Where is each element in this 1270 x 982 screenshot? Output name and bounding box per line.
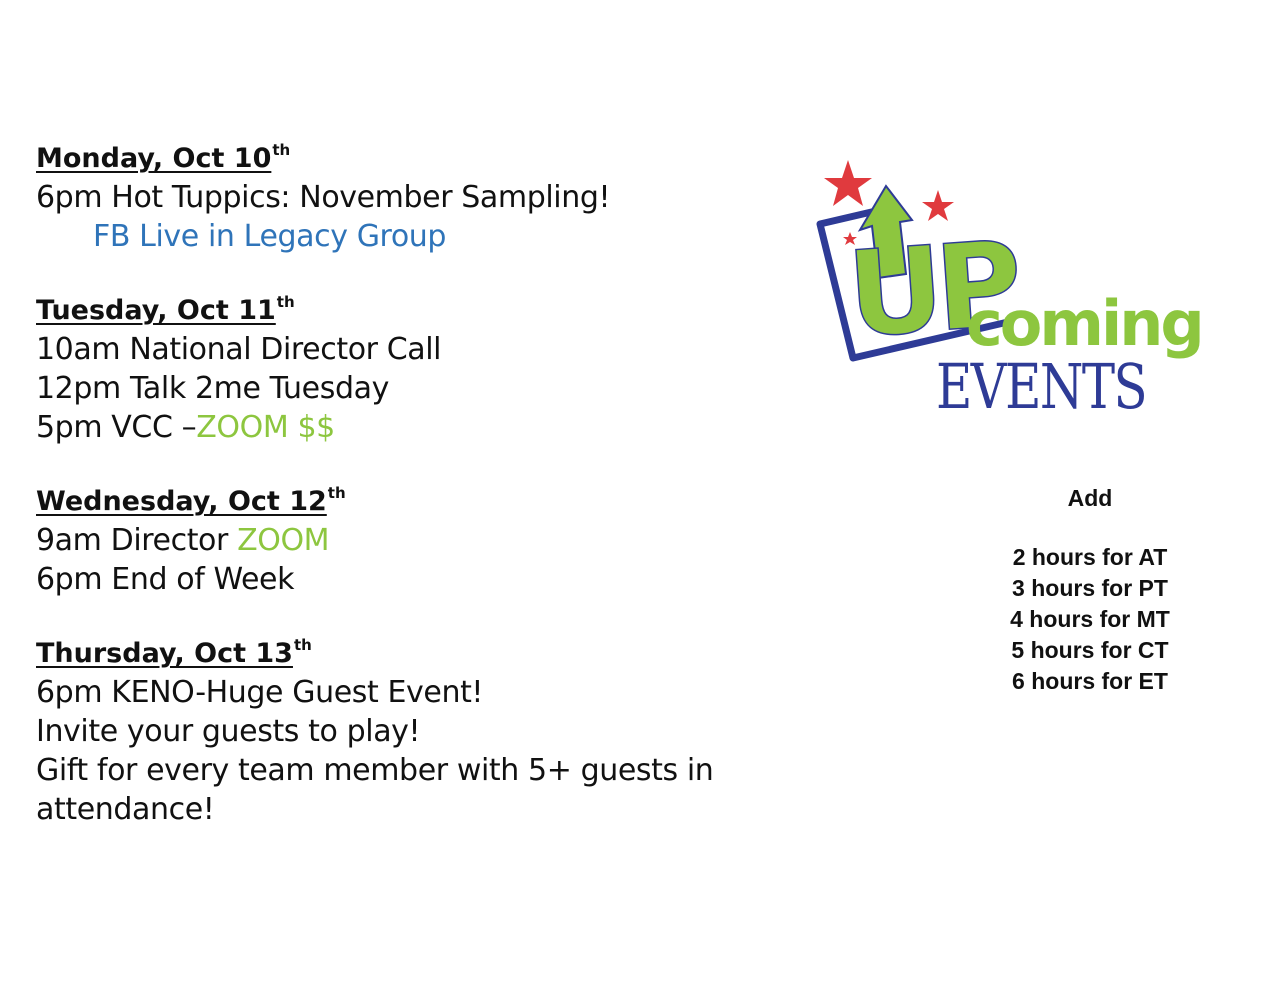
- timezone-row: 4 hours for MT: [1010, 606, 1170, 632]
- event-line-text: 9am Director: [36, 523, 238, 558]
- event-line: 10am National Director Call: [36, 332, 442, 367]
- event-line: 6pm End of Week: [36, 562, 295, 597]
- event-line: Invite your guests to play!: [36, 714, 421, 749]
- star-icon: [922, 190, 954, 221]
- timezone-row: 3 hours for PT: [1012, 575, 1168, 601]
- event-line: Gift for every team member with 5+ guests in attendance!: [36, 753, 714, 827]
- timezone-row: 6 hours for ET: [1012, 668, 1168, 694]
- zoom-link[interactable]: ZOOM: [237, 523, 330, 558]
- day-heading-text: Monday, Oct 10: [36, 143, 272, 174]
- ordinal-suffix: th: [276, 293, 295, 311]
- zoom-link[interactable]: ZOOM $$: [196, 410, 335, 445]
- upcoming-events-logo: [808, 150, 1218, 420]
- timezone-note: [990, 480, 1190, 697]
- ordinal-suffix: th: [327, 484, 346, 502]
- ordinal-suffix: th: [272, 141, 291, 159]
- timezone-row: 2 hours for AT: [1012, 544, 1168, 570]
- logo-word-events: EVENTS: [936, 350, 1146, 420]
- timezone-row: 5 hours for CT: [1011, 637, 1169, 663]
- timezone-title: Add: [1067, 485, 1113, 511]
- day-heading-text: Thursday, Oct 13: [36, 638, 293, 669]
- logo-word-coming: coming: [966, 287, 1202, 360]
- event-line: [36, 408, 776, 447]
- event-line: 6pm KENO-Huge Guest Event!: [36, 675, 484, 710]
- event-schedule: [36, 140, 776, 865]
- day-thursday: [36, 635, 776, 829]
- ordinal-suffix: th: [293, 636, 312, 654]
- day-heading: [36, 483, 776, 521]
- day-tuesday: [36, 292, 776, 447]
- event-line: 6pm Hot Tuppics: November Sampling!: [36, 180, 611, 215]
- day-monday: [36, 140, 776, 256]
- star-icon: [824, 160, 872, 206]
- event-line-text: 5pm VCC –: [36, 410, 197, 445]
- day-heading: [36, 292, 776, 330]
- fb-live-link[interactable]: FB Live in Legacy Group: [93, 219, 447, 254]
- logo-word-up: UP: [843, 214, 1019, 365]
- day-heading: [36, 140, 776, 178]
- day-heading-text: Wednesday, Oct 12: [36, 486, 327, 517]
- day-heading-text: Tuesday, Oct 11: [36, 295, 276, 326]
- event-line: 12pm Talk 2me Tuesday: [36, 371, 389, 406]
- day-wednesday: [36, 483, 776, 599]
- day-heading: [36, 635, 776, 673]
- event-line: [36, 521, 776, 560]
